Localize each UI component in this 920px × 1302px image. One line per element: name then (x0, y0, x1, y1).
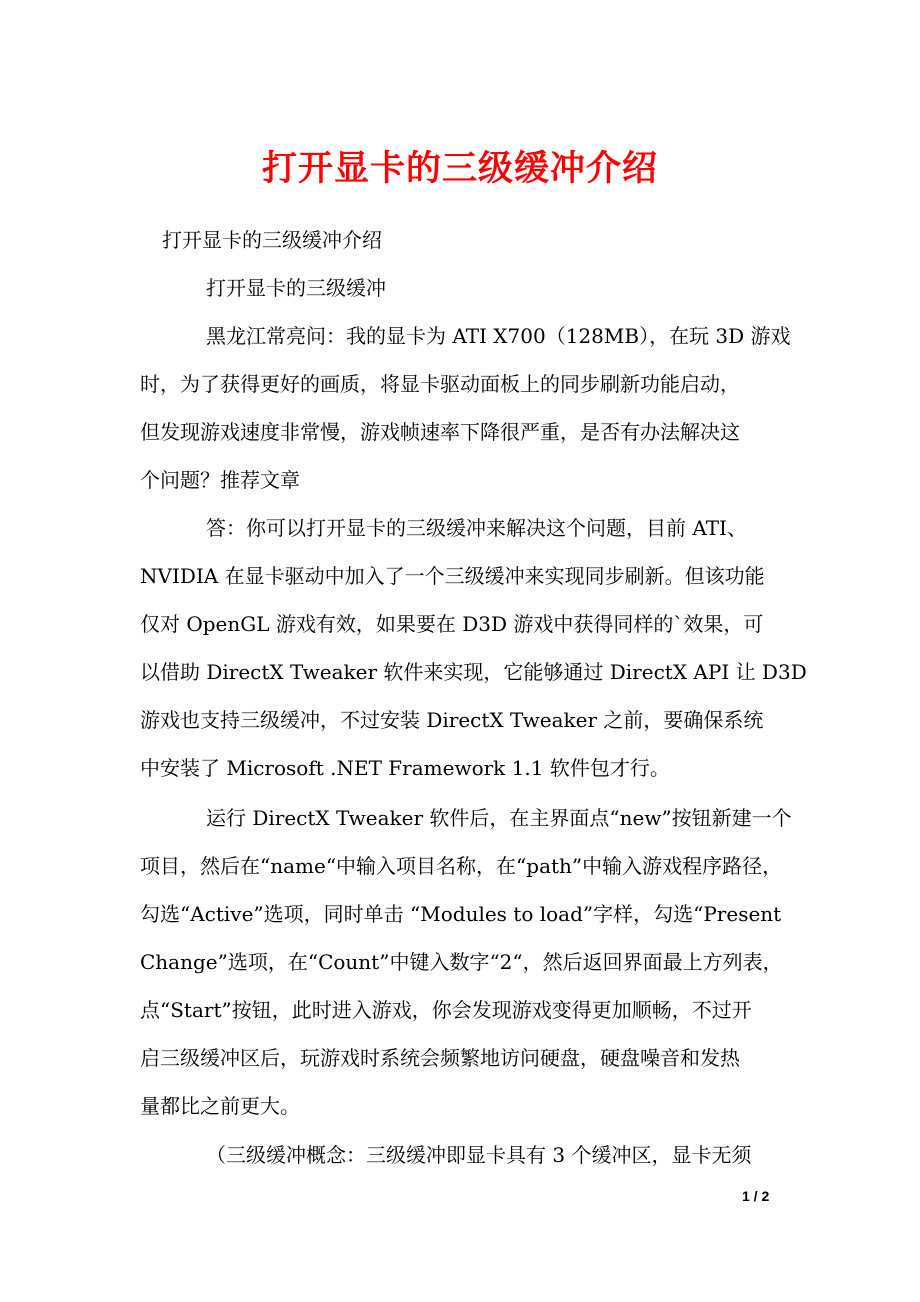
paragraph-line: （三级缓冲概念：三级缓冲即显卡具有 3 个缓冲区，显卡无须 (206, 1143, 752, 1167)
paragraph-line: 中安装了 Microsoft .NET Framework 1.1 软件包才行。 (140, 756, 670, 780)
page-number: 1 / 2 (742, 1188, 770, 1204)
paragraph-line: 运行 DirectX Tweaker 软件后，在主界面点“new”按钮新建一个 (206, 806, 792, 830)
document-title: 打开显卡的三级缓冲介绍 (261, 148, 658, 189)
paragraph-line: 仅对 OpenGL 游戏有效，如果要在 D3D 游戏中获得同样的`效果，可 (140, 612, 764, 636)
paragraph-line: 以借助 DirectX Tweaker 软件来实现，它能够通过 DirectX API 让 D3D (140, 660, 807, 684)
paragraph-line: 时，为了获得更好的画质，将显卡驱动面板上的同步刷新功能启动， (140, 372, 740, 396)
paragraph-line: 量都比之前更大。 (140, 1094, 300, 1118)
paragraph-line: 但发现游戏速度非常慢，游戏帧速率下降很严重，是否有办法解决这 (140, 420, 740, 444)
paragraph-line: 启三级缓冲区后，玩游戏时系统会频繁地访问硬盘，硬盘噪音和发热 (140, 1046, 740, 1070)
paragraph-line: 勾选“Active”选项，同时单击 “Modules to load”字样，勾选“Present (140, 902, 782, 926)
paragraph-line: 答：你可以打开显卡的三级缓冲来解决这个问题，目前 ATI、 (206, 516, 747, 540)
paragraph-line: 个问题？推荐文章 (140, 468, 300, 492)
paragraph-line: 黑龙江常亮问：我的显卡为 ATI X700（128MB），在玩 3D 游戏 (206, 324, 791, 348)
paragraph-line: NVIDIA 在显卡驱动中加入了一个三级缓冲来实现同步刷新。但该功能 (140, 564, 765, 588)
paragraph-line: 点“Start”按钮，此时进入游戏，你会发现游戏变得更加顺畅，不过开 (140, 998, 752, 1022)
paragraph-line: 打开显卡的三级缓冲介绍 (162, 228, 382, 252)
paragraph-line: 打开显卡的三级缓冲 (206, 276, 386, 300)
paragraph-line: Change”选项，在“Count”中键入数字“2“，然后返回界面最上方列表， (140, 950, 783, 974)
paragraph-line: 游戏也支持三级缓冲，不过安装 DirectX Tweaker 之前，要确保系统 (140, 708, 764, 732)
paragraph-line: 项目，然后在“name“中输入项目名称，在“path”中输入游戏程序路径， (140, 854, 783, 878)
